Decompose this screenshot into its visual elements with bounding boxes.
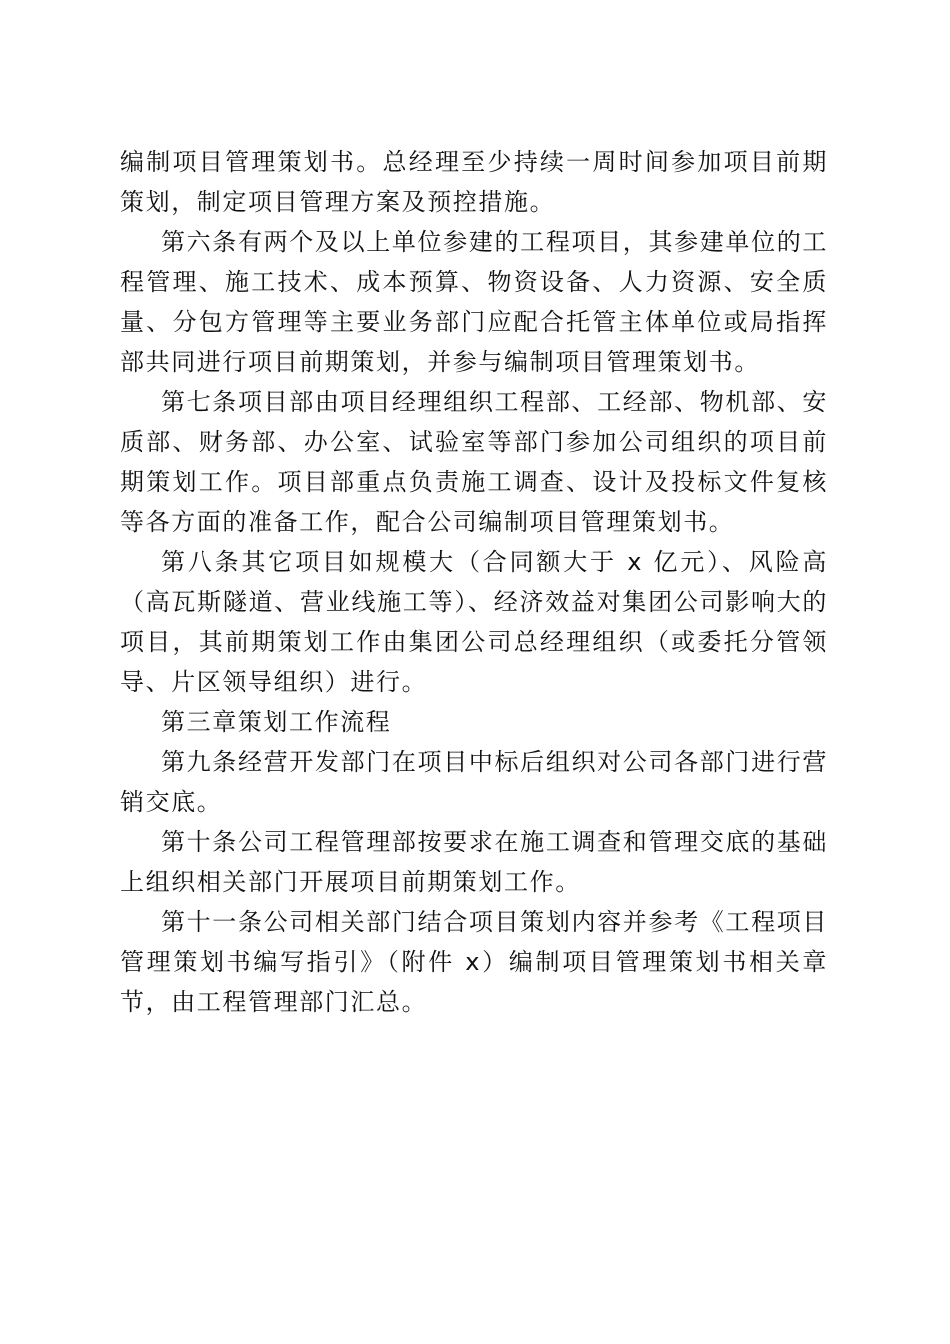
paragraph-article-11: 第十一条公司相关部门结合项目策划内容并参考《工程项目管理策划书编写指引》（附件 x）编制项目管理策划书相关章节，由工程管理部门汇总。	[120, 908, 828, 1016]
paragraph-article-8: 第八条其它项目如规模大（合同额大于 x 亿元）、风险高（高瓦斯隧道、营业线施工等）、经济效益对集团公司影响大的项目，其前期策划工作由集团公司总经理组织（或委托分管领导、片区领导组织）进行。	[120, 548, 828, 696]
paragraph-article-10: 第十条公司工程管理部按要求在施工调查和管理交底的基础上组织相关部门开展项目前期策划工作。	[120, 828, 828, 896]
paragraph-article-9: 第九条经营开发部门在项目中标后组织对公司各部门进行营销交底。	[120, 748, 828, 816]
document-body	[120, 142, 828, 1022]
paragraph-article-7: 第七条项目部由项目经理组织工程部、工经部、物机部、安质部、财务部、办公室、试验室等部门参加公司组织的项目前期策划工作。项目部重点负责施工调查、设计及投标文件复核等各方面的准备工作，配合公司编制项目管理策划书。	[120, 388, 828, 536]
paragraph-article-6: 第六条有两个及以上单位参建的工程项目，其参建单位的工程管理、施工技术、成本预算、物资设备、人力资源、安全质量、分包方管理等主要业务部门应配合托管主体单位或局指挥部共同进行项目前期策划，并参与编制项目管理策划书。	[120, 228, 828, 376]
paragraph-continuation: 编制项目管理策划书。总经理至少持续一周时间参加项目前期策划，制定项目管理方案及预控措施。	[120, 148, 828, 216]
chapter-3-heading: 第三章策划工作流程	[161, 708, 392, 736]
